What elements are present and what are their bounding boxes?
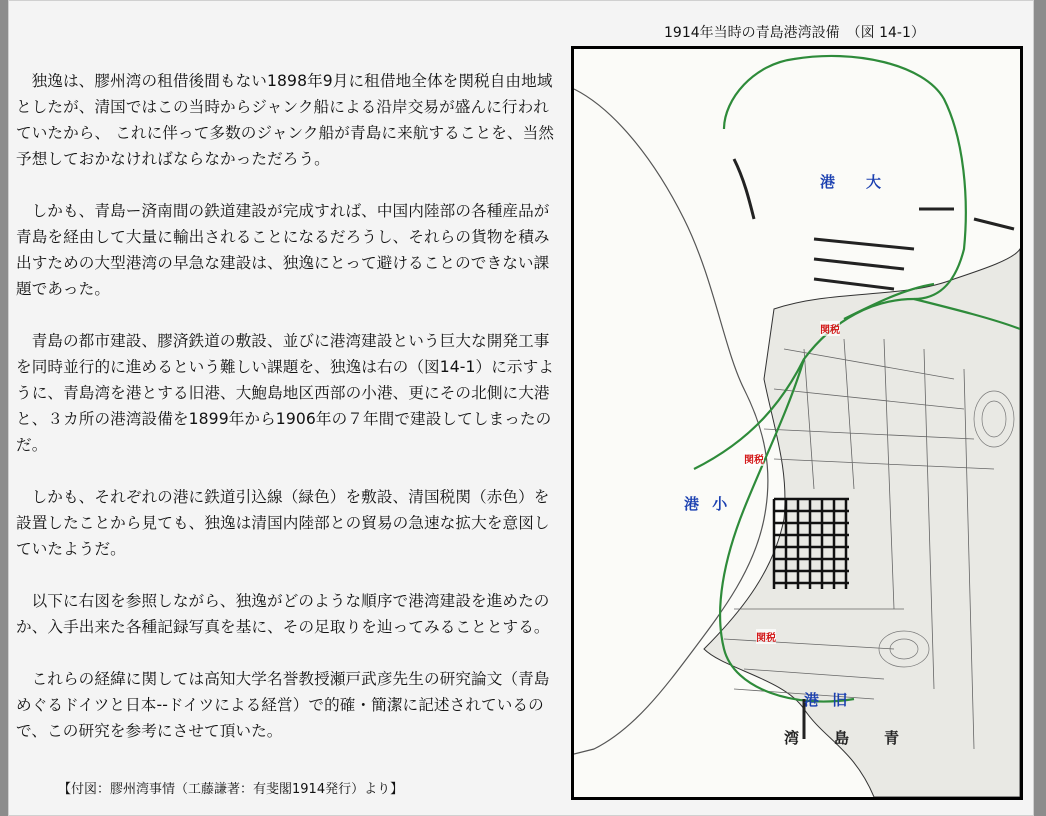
paragraph-1: 独逸は、膠州湾の租借後間もない1898年9月に租借地全体を関税自由地域としたが、清国ではこの当時からジャンク船による沿岸交易が盛んに行われていたから、 これに伴って多数のジャンク船が青島に来航することを、当然予想しておかなければならなかっただろう。 [16, 72, 555, 168]
old-port-label: 港 旧 [804, 691, 852, 709]
customs-label-big-port: 関税 [820, 321, 840, 336]
paragraph-4: しかも、それぞれの港に鉄道引込線（緑色）を敷設、清国税関（赤色）を設置したことから見ても、独逸は清国内陸部との貿易の急速な拡大を意図していたようだ。 [16, 488, 550, 558]
article-body [16, 68, 564, 770]
paragraph-3: 青島の都市建設、膠済鉄道の敷設、並びに港湾建設という巨大な開発工事を同時並行的に進めるという難しい課題を、独逸は右の（図14-1）に示すように、青島湾を港とする旧港、大鮑島地区西部の小港、更にその北側に大港と、３カ所の港湾設備を1899年から1906年の７年間で建設してしまったのだ。 [16, 332, 554, 454]
map-drawing [574, 49, 1020, 797]
customs-label-old-port: 関税 [756, 629, 776, 644]
harbor-map [571, 46, 1023, 800]
small-port-label: 港 小 [684, 495, 732, 513]
figure-caption: 1914年当時の青島港湾設備 （図 14-1） [664, 25, 925, 41]
bay-label: 湾 島 青 [784, 729, 910, 747]
paragraph-6: これらの経緯に関しては高知大学名誉教授瀬戸武彦先生の研究論文（青島めぐるドイツと日本--ドイツによる経営）で的確・簡潔に記述されているので、この研究を参考にさせて頂いた。 [16, 670, 550, 740]
big-port-label: 港 大 [820, 173, 890, 191]
paragraph-2: しかも、青島ー済南間の鉄道建設が完成すれば、中国内陸部の各種産品が青島を経由して大量に輸出されることになるだろうし、それらの貨物を積み出すための大型港湾の早急な建設は、独逸にとって避けることのできない課題であった。 [16, 202, 550, 298]
paragraph-5: 以下に右図を参照しながら、独逸がどのような順序で港湾建設を進めたのか、入手出来た各種記録写真を基に、その足取りを辿ってみることとする。 [16, 592, 550, 636]
customs-label-small-port: 関税 [744, 451, 764, 466]
source-note: 【付図：膠州湾事情（工藤謙著：有斐閣1914発行）より】 [58, 782, 404, 797]
